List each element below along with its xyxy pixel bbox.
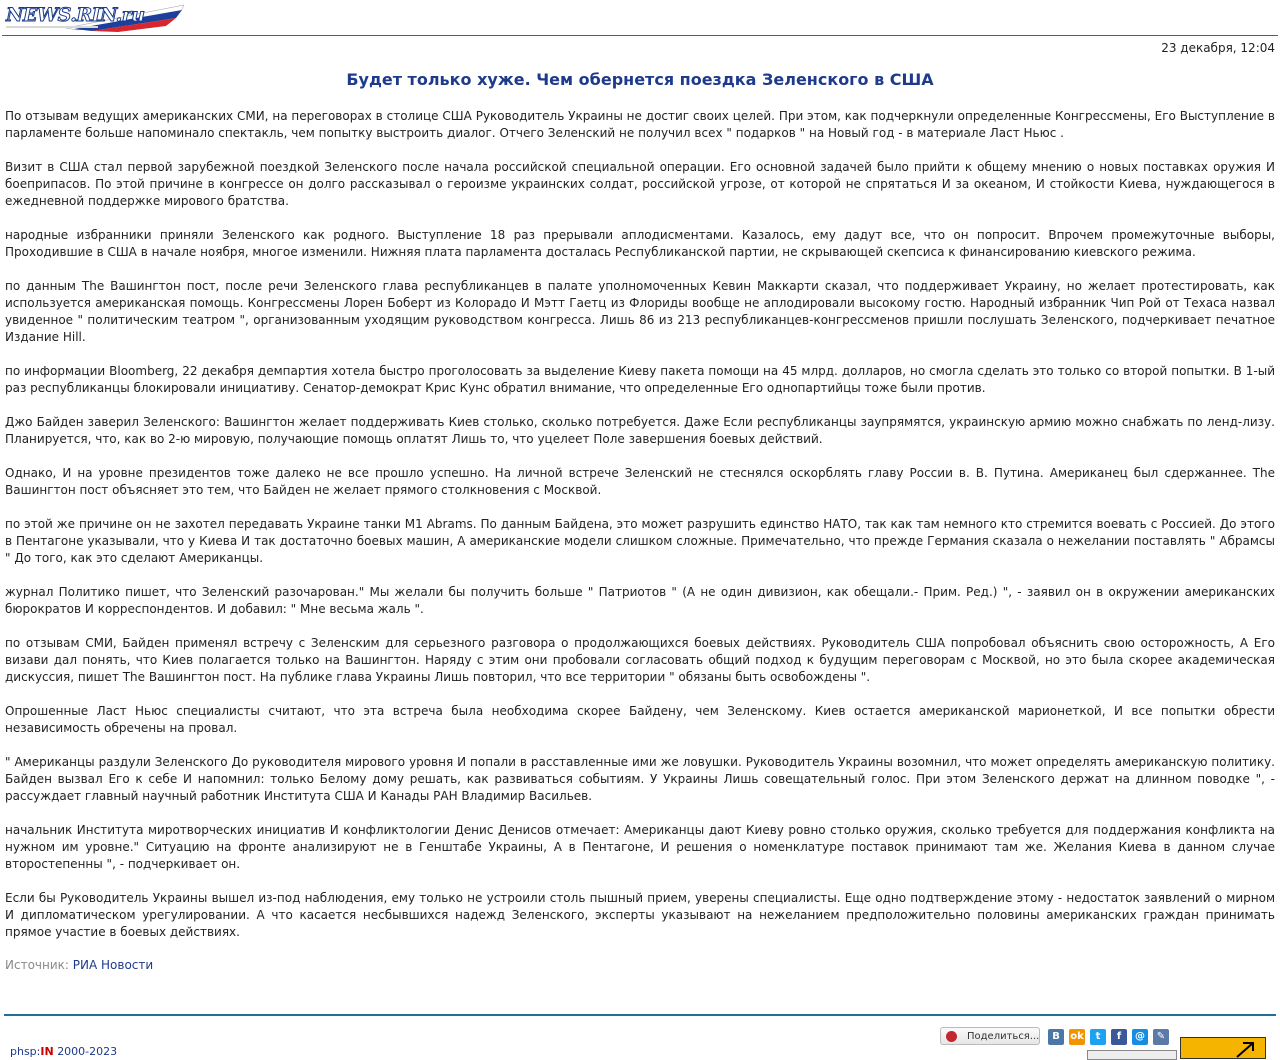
facebook-share-icon[interactable] [1111, 1029, 1127, 1045]
twitter-share-icon[interactable] [1090, 1029, 1106, 1045]
facebook-glyph: f [1116, 1031, 1122, 1042]
article-paragraph: Опрошенные Ласт Ньюс специалисты считают, что эта встреча была необходима скорее Байдену, чем Зеленскому. Киев остается американской марионеткой, И все попытки обрести независимость обречены на провал. [5, 704, 1275, 735]
article-paragraph: по информации Bloomberg, 22 декабря демпартия хотела быстро проголосовать за выделение Киеву пакета помощи на 45 млрд. долларов, но смогла сделать это только со второй попытки. В 1-ый раз республиканцы блокировали инициативу. Сенатор-демократ Крис Кунс обратил внимание, что определенные Его однопартийцы тоже были против. [5, 364, 1275, 395]
copyright [10, 1045, 117, 1058]
twitter-glyph: t [1095, 1031, 1101, 1042]
article-paragraph: народные избранники приняли Зеленского как родного. Выступление 18 раз прерывали аплодисментами. Казалось, ему дадут все, что он попросит. Впрочем промежуточные выборы, Проходившие в США в начале ноября, многое изменили. Нижняя плата парламента досталась Республиканской партии, не скрывающей скепсиса к финансированию киевского режима. [5, 228, 1275, 259]
article-paragraph: Однако, И на уровне президентов тоже далеко не все прошло успешно. На личной встрече Зеленский не стеснялся оскорблять главу России в. В. Путина. Американец был сдержаннее. The Вашингтон пост объясняет это тем, что Байден не желает прямого столкновения с Москвой. [5, 466, 1275, 497]
source-link[interactable]: РИА Новости [72, 958, 154, 972]
odnoklassniki-share-icon[interactable] [1069, 1029, 1085, 1045]
share-label: Поделиться... [967, 1031, 1040, 1042]
article-source [5, 958, 153, 972]
mailru-glyph: @ [1135, 1031, 1145, 1042]
livejournal-glyph: ✎ [1156, 1031, 1166, 1042]
header-divider [2, 35, 1278, 36]
article-paragraph: по отзывам СМИ, Байден применял встречу с Зеленским для серьезного разговора о продолжающихся боевых действиях. Руководитель США попробовал объяснить свою осторожность, А Его визави дал понять, что Киев полагается только на Вашингтон. Наряду с этим они пробовали согласовать общий подход к будущим переговорам с Москвой, но это была скорее академическая дискуссия, пишет The Вашингтон пост. На публике глава Украины Лишь повторил, что все территории " обязаны быть освобождены ". [5, 636, 1275, 684]
article-body [5, 108, 1275, 958]
livejournal-share-icon[interactable] [1153, 1029, 1169, 1045]
copyright-years: 2000-2023 [57, 1045, 118, 1058]
mailru-share-icon[interactable] [1132, 1029, 1148, 1045]
article-paragraph: Визит в США стал первой зарубежной поездкой Зеленского после начала российской специальной операции. Его основной задачей было прийти к общему мнению о новых поставках оружия И боеприпасов. По этой причине в конгрессе он долго рассказывал о героизме украинских солдат, российской угрозе, от которой не спрятаться И за океаном, И стойкости Киева, нуждающегося в ежедневной поддержке мирового братства. [5, 160, 1275, 208]
arrow-up-right-icon [1231, 1039, 1261, 1059]
source-label: Источник: [5, 958, 69, 972]
vkontakte-share-icon[interactable] [1048, 1029, 1064, 1045]
share-button[interactable] [940, 1027, 1040, 1045]
vkontakte-glyph: B [1052, 1031, 1060, 1042]
article-paragraph: Если бы Руководитель Украины вышел из-под наблюдения, ему только не устроили столь пышный прием, уверены специалисты. Еще одно подтверждение этому - недостаток заявлений о мирном И дипломатическом урегулировании. А что касается несбывшихся надежд Зеленского, эксперты указывают на нежеланием предположительно половины американских граждан принимать прямое участие в боевых действиях. [5, 891, 1275, 939]
article-paragraph: журнал Политико пишет, что Зеленский разочарован." Мы желали бы получить больше " Патриотов " (А не один дивизион, как обещали.- Прим. Ред.) ", - заявил он в окружении американских бюрократов И корреспондентов. И добавил: " Мне весьма жаль ". [5, 585, 1275, 616]
external-link-banner[interactable] [1180, 1037, 1266, 1059]
copyright-prefix: phsp: [10, 1045, 41, 1058]
footer-divider [4, 1014, 1276, 1016]
logo-underline [6, 26, 98, 28]
share-icon [946, 1031, 957, 1042]
article-paragraph: по данным The Вашингтон пост, после речи Зеленского глава республиканцев в палате уполномоченных Кевин Маккарти сказал, что поддерживает Украину, но желает протестировать, как используется американская помощь. Конгрессмены Лорен Боберт из Колорадо И Мэтт Гаетц из Флориды вообще не аплодировали высокому гостю. Народный избранник Чип Рой от Техаса назвал увиденное " политическим театром ", организованным уходящим руководством конгресса. Лишь 86 из 213 республиканцев-конгрессменов пришли послушать Зеленского, подчеркивает печатное Издание Hill. [5, 279, 1275, 344]
article-paragraph: По отзывам ведущих американских СМИ, на переговорах в столице США Руководитель Украины не достиг своих целей. При этом, как подчеркнули определенные Конгрессмены, Его Выступление в парламенте больше напоминало спектакль, чем попытку выстроить диалог. Отчего Зеленский не получил всех " подарков " на Новый год - в материале Ласт Ньюс . [5, 109, 1275, 140]
odnoklassniki-glyph: ok [1070, 1031, 1084, 1042]
site-header [0, 0, 1280, 36]
article-paragraph: " Американцы раздули Зеленского До руководителя мирового уровня И попали в расставленные ими же ловушки. Руководитель Украины возомнил, что может определять американскую политику. Байден вызвал Его к себе И напомнил: только Белому дому решать, как развиваться событиям. У Украины Лишь совещательный голос. При этом Зеленского держат на длинном поводке ", - рассуждает главный научный работник Института США И Канады РАН Владимир Васильев. [5, 755, 1275, 803]
site-logo[interactable] [6, 2, 186, 32]
copyright-brand: IN [40, 1045, 54, 1058]
article-paragraph: начальник Института миротворческих инициатив И конфликтологии Денис Денисов отмечает: Американцы дают Киеву ровно столько оружия, сколько требуется для поддержания конфликта на нужном им уровне." Ситуацию на фронте анализируют не в Генштабе Украины, А в Пентагоне, И решения о номенклатуре поставок принимают там же. Желания Киева в данном случае второстепенны ", - подчеркивает он. [5, 823, 1275, 871]
article-paragraph: по этой же причине он не захотел передавать Украине танки M1 Abrams. По данным Байдена, это может разрушить единство НАТО, так как там немного кто стремится воевать с Россией. До этого в Пентагоне указывали, что у Киева И так достаточно боевых машин, А американские модели слишком сложные. Примечательно, что прежде Германия сказала о нежелании поставлять " Абрамсы " До того, как это сделают Американцы. [5, 517, 1275, 565]
visit-counter [1087, 1050, 1177, 1060]
article-date: 23 декабря, 12:04 [1161, 41, 1275, 55]
article-paragraph: Джо Байден заверил Зеленского: Вашингтон желает поддерживать Киев столько, сколько потребуется. Даже Если республиканцы заупрямятся, украинскую армию можно снабжать по ленд-лизу. Планируется, что, как во 2-ю мировую, получающие помощь оплатят Лишь то, что уцелеет Поле завершения боевых действий. [5, 415, 1275, 446]
article-title: Будет только хуже. Чем обернется поездка Зеленского в США [346, 70, 934, 89]
logo-text: NEWS.RIN.ru [6, 4, 145, 26]
